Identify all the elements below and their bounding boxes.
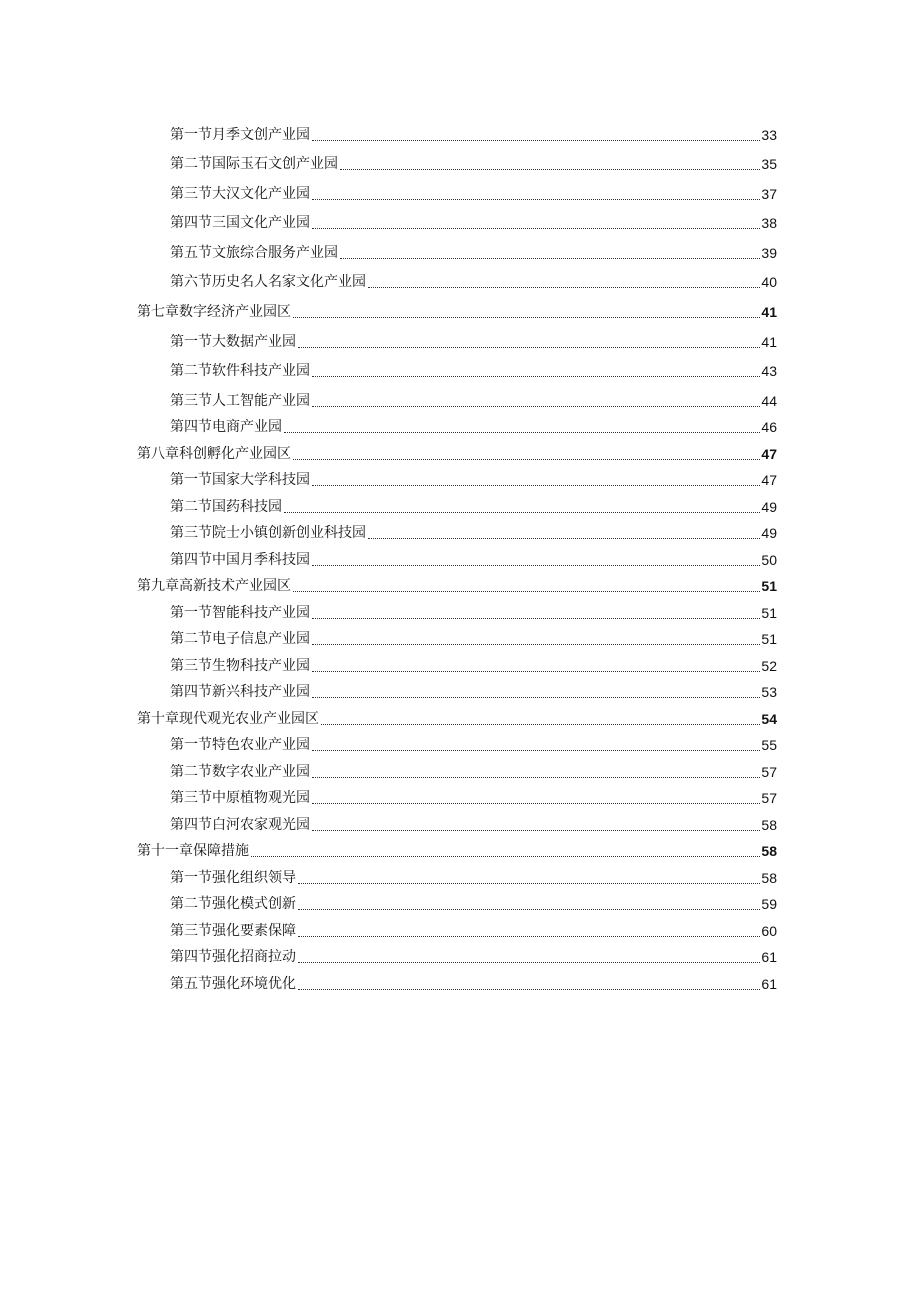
toc-page-number: 39	[761, 245, 777, 261]
toc-section-entry[interactable]	[170, 212, 777, 234]
toc-section-entry[interactable]	[170, 153, 777, 175]
toc-page-number: 46	[761, 419, 777, 435]
toc-section-entry[interactable]	[170, 814, 777, 836]
toc-entry-title: 第七章数字经济产业园区	[137, 304, 291, 320]
toc-page-number: 55	[761, 737, 777, 753]
toc-section-entry[interactable]	[170, 681, 777, 703]
toc-entry-title: 第一节月季文创产业园	[170, 127, 310, 143]
toc-section-entry[interactable]	[170, 787, 777, 809]
toc-chapter-entry[interactable]	[137, 840, 777, 862]
toc-page-number: 53	[761, 684, 777, 700]
toc-dot-leader	[312, 618, 760, 619]
toc-dot-leader	[293, 317, 760, 318]
toc-section-entry[interactable]	[170, 893, 777, 915]
toc-section-entry[interactable]	[170, 734, 777, 756]
toc-entry-title: 第一节强化组织领导	[170, 870, 296, 886]
toc-section-entry[interactable]	[170, 416, 777, 438]
toc-dot-leader	[312, 803, 760, 804]
toc-dot-leader	[284, 512, 760, 513]
toc-entry-title: 第十章现代观光农业产业园区	[137, 711, 319, 727]
toc-entry-title: 第三节院士小镇创新创业科技园	[170, 525, 366, 541]
toc-entry-title: 第二节电子信息产业园	[170, 631, 310, 647]
toc-page-number: 44	[761, 393, 777, 409]
toc-entry-title: 第三节中原植物观光园	[170, 790, 310, 806]
toc-section-entry[interactable]	[170, 390, 777, 412]
toc-section-entry[interactable]	[170, 242, 777, 264]
toc-dot-leader	[298, 909, 760, 910]
toc-dot-leader	[312, 199, 760, 200]
toc-dot-leader	[312, 140, 760, 141]
toc-entry-title: 第四节中国月季科技园	[170, 552, 310, 568]
toc-dot-leader	[298, 883, 760, 884]
toc-dot-leader	[312, 644, 760, 645]
toc-page-number: 33	[761, 127, 777, 143]
toc-page-number: 43	[761, 363, 777, 379]
toc-page-number: 41	[761, 334, 777, 350]
toc-dot-leader	[293, 591, 760, 592]
toc-page-number: 41	[761, 304, 777, 320]
toc-dot-leader	[340, 169, 760, 170]
toc-section-entry[interactable]	[170, 271, 777, 293]
toc-page-number: 61	[761, 976, 777, 992]
toc-dot-leader	[312, 830, 760, 831]
toc-entry-title: 第二节国际玉石文创产业园	[170, 156, 338, 172]
toc-dot-leader	[312, 750, 760, 751]
toc-dot-leader	[321, 724, 760, 725]
toc-page-number: 54	[761, 711, 777, 727]
toc-section-entry[interactable]	[170, 973, 777, 995]
toc-dot-leader	[312, 485, 760, 486]
toc-page-number: 61	[761, 949, 777, 965]
toc-chapter-entry[interactable]	[137, 443, 777, 465]
toc-page-number: 58	[761, 870, 777, 886]
toc-section-entry[interactable]	[170, 761, 777, 783]
toc-entry-title: 第五节强化环境优化	[170, 976, 296, 992]
toc-page-number: 51	[761, 631, 777, 647]
toc-entry-title: 第一节国家大学科技园	[170, 472, 310, 488]
toc-section-entry[interactable]	[170, 183, 777, 205]
toc-page-number: 49	[761, 499, 777, 515]
toc-section-entry[interactable]	[170, 522, 777, 544]
toc-entry-title: 第九章高新技术产业园区	[137, 578, 291, 594]
toc-page-number: 57	[761, 764, 777, 780]
toc-dot-leader	[368, 287, 760, 288]
toc-section-entry[interactable]	[170, 946, 777, 968]
toc-dot-leader	[251, 856, 760, 857]
toc-section-entry[interactable]	[170, 124, 777, 146]
toc-entry-title: 第四节三国文化产业园	[170, 215, 310, 231]
toc-dot-leader	[298, 989, 760, 990]
toc-entry-title: 第二节强化模式创新	[170, 896, 296, 912]
toc-entry-title: 第二节国药科技园	[170, 499, 282, 515]
toc-dot-leader	[312, 228, 760, 229]
toc-entry-title: 第八章科创孵化产业园区	[137, 446, 291, 462]
toc-section-entry[interactable]	[170, 602, 777, 624]
toc-entry-title: 第一节大数据产业园	[170, 334, 296, 350]
toc-page-number: 59	[761, 896, 777, 912]
toc-dot-leader	[312, 697, 760, 698]
toc-entry-title: 第三节生物科技产业园	[170, 658, 310, 674]
toc-entry-title: 第三节强化要素保障	[170, 923, 296, 939]
toc-section-entry[interactable]	[170, 628, 777, 650]
toc-section-entry[interactable]	[170, 360, 777, 382]
toc-page-number: 51	[761, 605, 777, 621]
toc-entry-title: 第四节强化招商拉动	[170, 949, 296, 965]
toc-dot-leader	[312, 671, 760, 672]
toc-page-number: 50	[761, 552, 777, 568]
toc-page-number: 58	[761, 843, 777, 859]
toc-page-number: 60	[761, 923, 777, 939]
toc-page-number: 51	[761, 578, 777, 594]
toc-page-number: 49	[761, 525, 777, 541]
toc-entry-title: 第三节人工智能产业园	[170, 393, 310, 409]
toc-page-number: 37	[761, 186, 777, 202]
toc-entry-title: 第一节智能科技产业园	[170, 605, 310, 621]
toc-section-entry[interactable]	[170, 867, 777, 889]
toc-dot-leader	[312, 565, 760, 566]
toc-dot-leader	[284, 432, 760, 433]
toc-entry-title: 第二节数字农业产业园	[170, 764, 310, 780]
toc-section-entry[interactable]	[170, 331, 777, 353]
toc-section-entry[interactable]	[170, 549, 777, 571]
toc-section-entry[interactable]	[170, 920, 777, 942]
toc-page-number: 40	[761, 274, 777, 290]
toc-page-number: 38	[761, 215, 777, 231]
toc-entry-title: 第四节新兴科技产业园	[170, 684, 310, 700]
toc-dot-leader	[298, 962, 760, 963]
toc-entry-title: 第四节白河农家观光园	[170, 817, 310, 833]
toc-dot-leader	[298, 936, 760, 937]
toc-page-number: 57	[761, 790, 777, 806]
toc-entry-title: 第四节电商产业园	[170, 419, 282, 435]
toc-dot-leader	[312, 777, 760, 778]
toc-page-number: 35	[761, 156, 777, 172]
toc-section-entry[interactable]	[170, 469, 777, 491]
toc-entry-title: 第一节特色农业产业园	[170, 737, 310, 753]
toc-chapter-entry[interactable]	[137, 575, 777, 597]
toc-page-number: 47	[761, 446, 777, 462]
toc-entry-title: 第五节文旅综合服务产业园	[170, 245, 338, 261]
toc-dot-leader	[293, 459, 760, 460]
toc-chapter-entry[interactable]	[137, 301, 777, 323]
toc-entry-title: 第二节软件科技产业园	[170, 363, 310, 379]
toc-page-number: 47	[761, 472, 777, 488]
toc-dot-leader	[368, 538, 760, 539]
toc-dot-leader	[298, 347, 760, 348]
toc-entry-title: 第三节大汉文化产业园	[170, 186, 310, 202]
toc-page-number: 52	[761, 658, 777, 674]
toc-dot-leader	[312, 406, 760, 407]
toc-section-entry[interactable]	[170, 655, 777, 677]
toc-entry-title: 第六节历史名人名家文化产业园	[170, 274, 366, 290]
toc-dot-leader	[340, 258, 760, 259]
toc-page-number: 58	[761, 817, 777, 833]
toc-section-entry[interactable]	[170, 496, 777, 518]
toc-entry-title: 第十一章保障措施	[137, 843, 249, 859]
toc-dot-leader	[312, 376, 760, 377]
toc-chapter-entry[interactable]	[137, 708, 777, 730]
